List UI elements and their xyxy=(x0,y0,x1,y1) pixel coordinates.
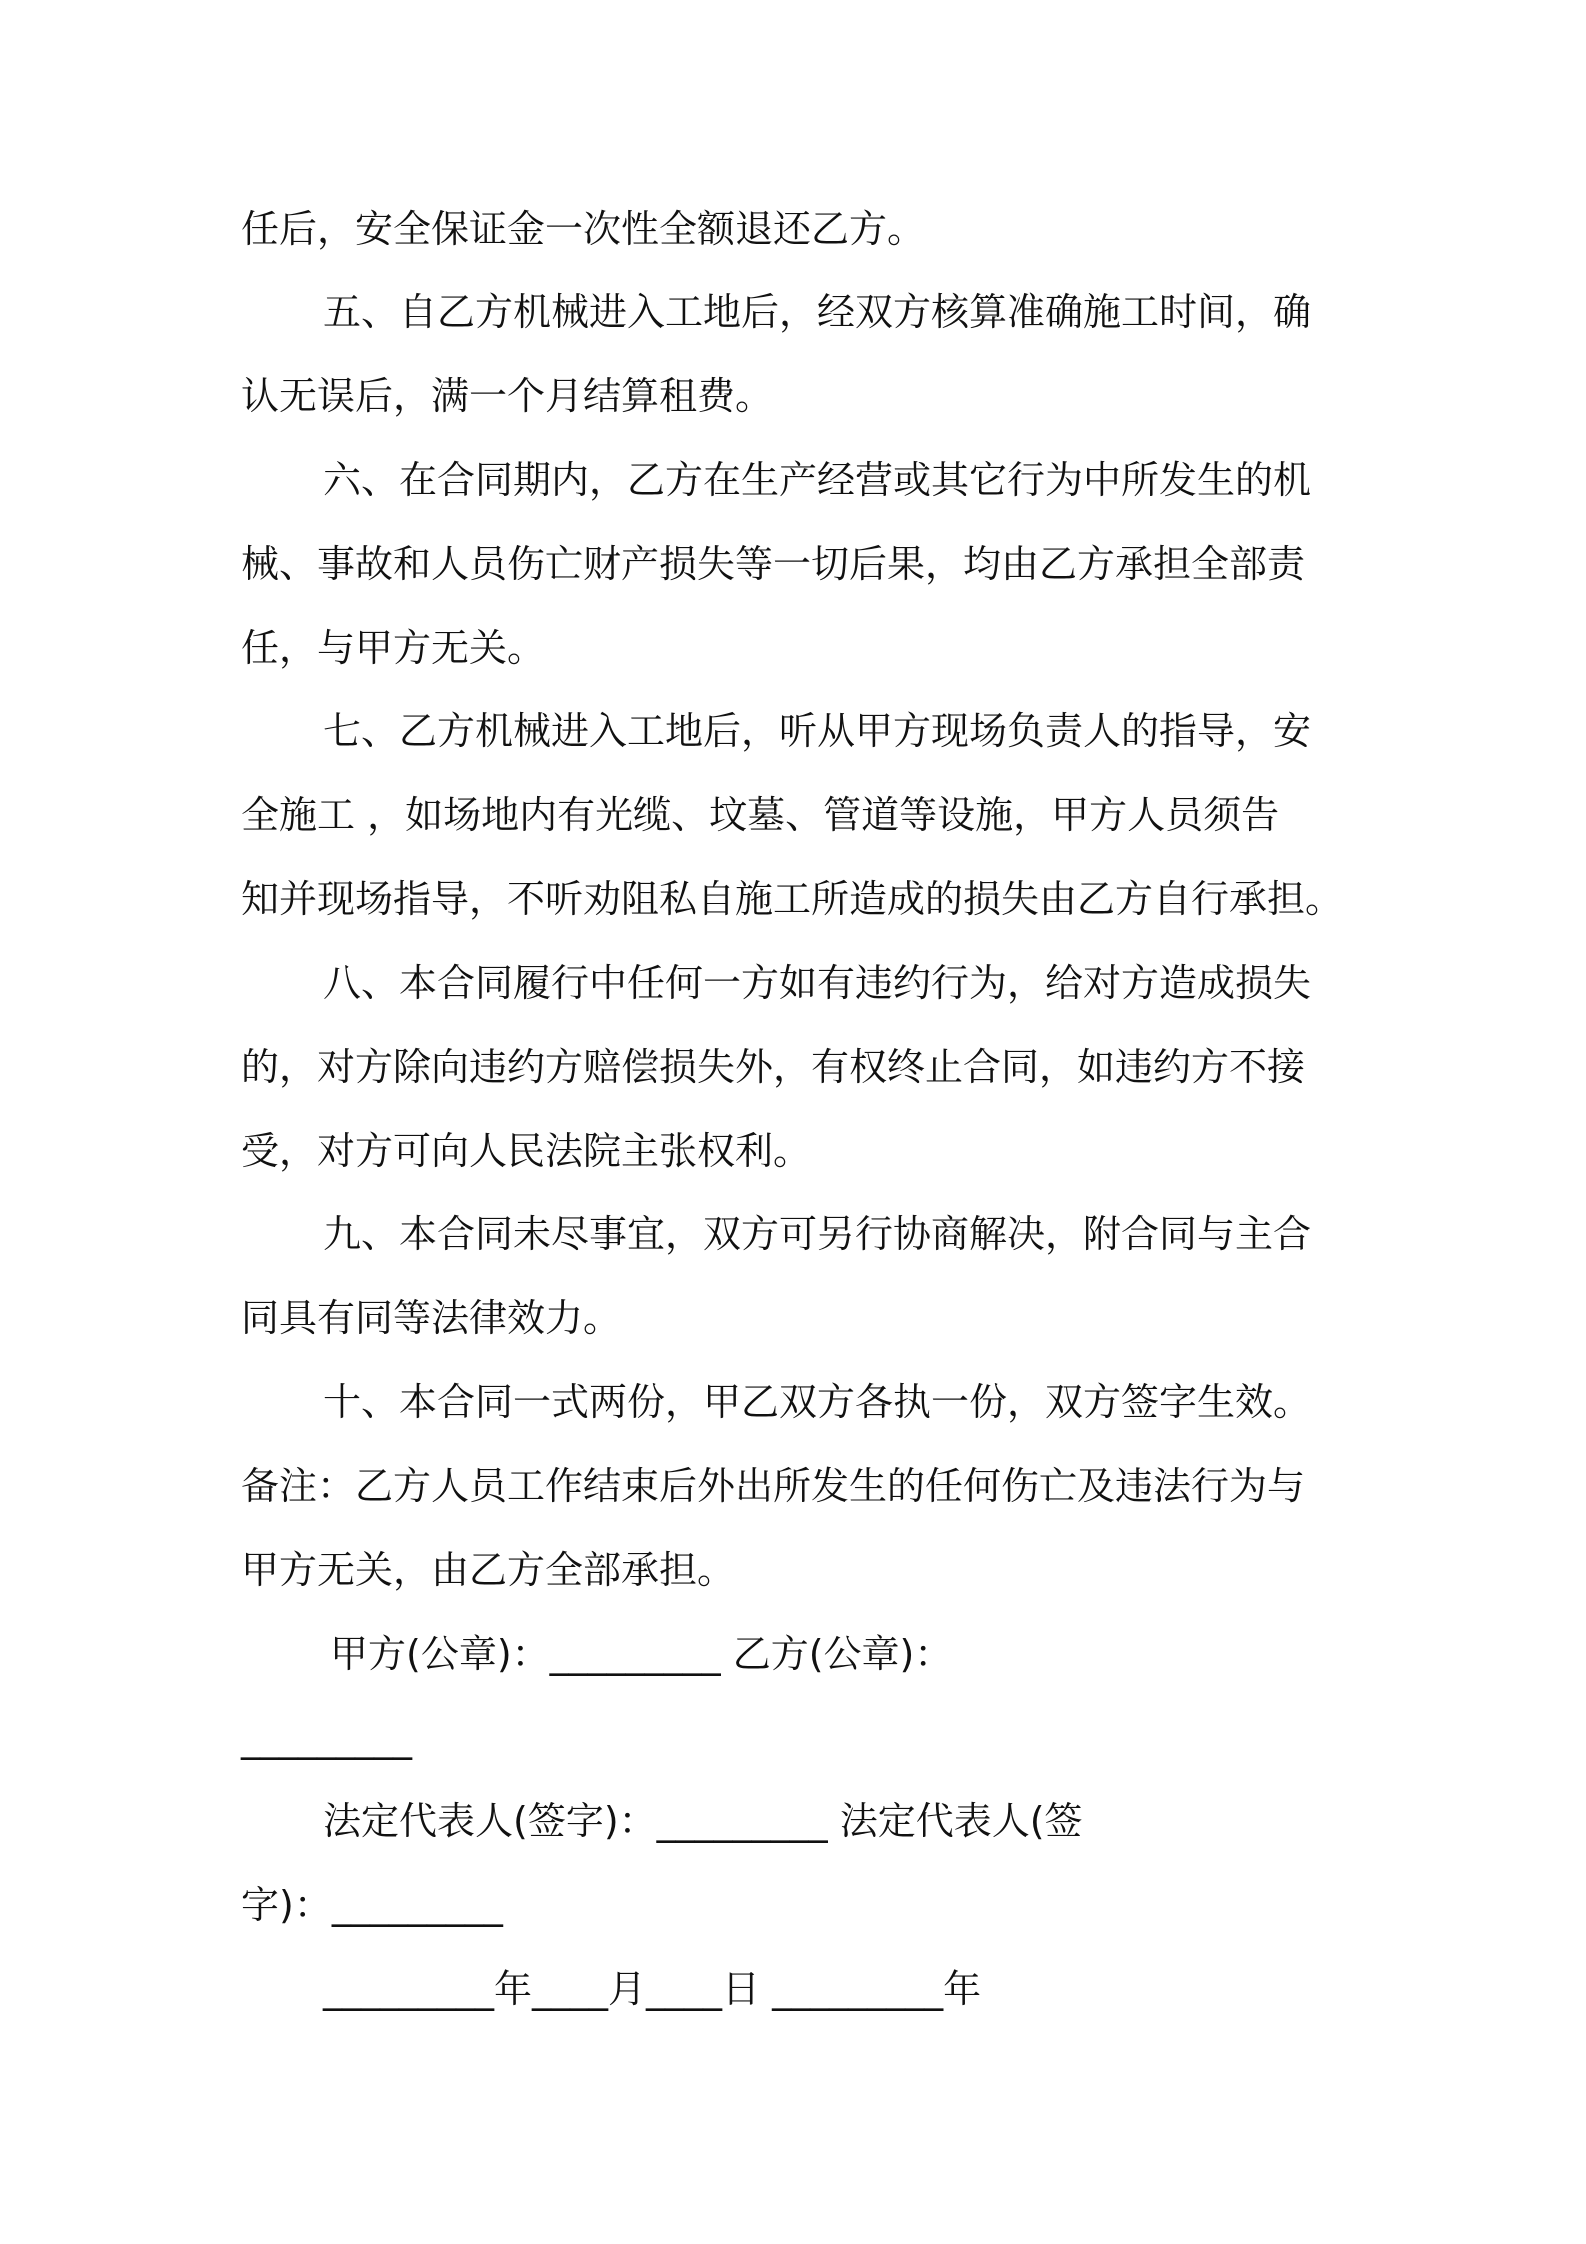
text-line-2: 五、自乙方机械进入工地后，经双方核算准确施工时间，确 xyxy=(323,290,1312,334)
text-line-3: 认无误后，满一个月结算租费。 xyxy=(241,374,774,418)
text-line-6: 任，与甲方无关。 xyxy=(241,626,546,670)
text-line-1: 任后，安全保证金一次性全额退还乙方。 xyxy=(241,207,926,251)
text-line-17: 甲方无关，由乙方全部承担。 xyxy=(241,1548,736,1592)
text-line-9: 知并现场指导，不听劝阻私自施工所造成的损失由乙方自行承担。 xyxy=(241,877,1344,921)
date-line: _________年____月____日 _________年 xyxy=(323,1967,982,2011)
text-line-16: 备注：乙方人员工作结束后外出所发生的任何伤亡及违法行为与 xyxy=(241,1464,1306,1508)
signature-line-3: 法定代表人(签字)：_________ 法定代表人(签 xyxy=(323,1799,1083,1843)
text-line-13: 九、本合同未尽事宜，双方可另行协商解决，附合同与主合 xyxy=(323,1212,1312,1256)
text-line-8: 全施工 ，如场地内有光缆、坟墓、管道等设施，甲方人员须告 xyxy=(241,793,1280,837)
text-line-5: 械、事故和人员伤亡财产损失等一切后果，均由乙方承担全部责 xyxy=(241,542,1306,586)
text-line-11: 的，对方除向违约方赔偿损失外，有权终止合同，如违约方不接 xyxy=(241,1045,1306,1089)
signature-line-2: _________ xyxy=(241,1716,412,1760)
signature-line-4: 字)：_________ xyxy=(241,1883,503,1927)
signature-line-1: 甲方(公章)：_________ 乙方(公章)： xyxy=(330,1632,953,1676)
text-line-15: 十、本合同一式两份，甲乙双方各执一份，双方签字生效。 xyxy=(323,1380,1312,1424)
text-line-12: 受，对方可向人民法院主张权利。 xyxy=(241,1129,812,1173)
text-line-7: 七、乙方机械进入工地后，听从甲方现场负责人的指导，安 xyxy=(323,709,1312,753)
text-line-10: 八、本合同履行中任何一方如有违约行为，给对方造成损失 xyxy=(323,961,1312,1005)
text-line-4: 六、在合同期内，乙方在生产经营或其它行为中所发生的机 xyxy=(323,458,1312,502)
text-line-14: 同具有同等法律效力。 xyxy=(241,1296,622,1340)
